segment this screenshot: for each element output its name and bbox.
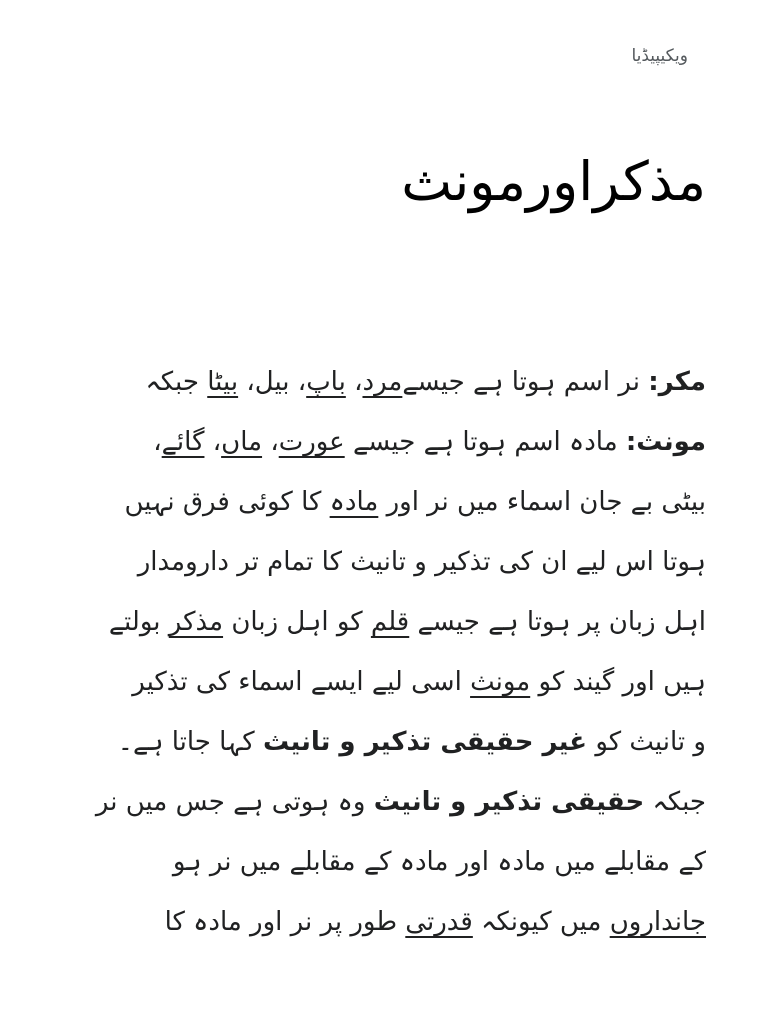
- term-feminine-label: مونث:: [625, 427, 706, 457]
- link-muannas[interactable]: مونث: [470, 667, 531, 697]
- link-jaandaar[interactable]: جانداروں: [609, 907, 706, 937]
- body-text: ،: [345, 367, 363, 397]
- body-text: کے مقابلے میں مادہ اور مادہ کے مقابلے میں نر ہو: [172, 847, 706, 877]
- link-beta[interactable]: بیٹا: [207, 367, 239, 397]
- link-maada[interactable]: مادہ: [329, 487, 379, 517]
- body-line-3: [56, 472, 706, 532]
- body-text: ہوتا اس لیے ان کی تذکیر و تانیث کا تمام تر دارومدار: [137, 547, 706, 577]
- body-text: کا کوئی فرق نہیں: [124, 487, 330, 517]
- site-logo-text[interactable]: ویکیپیڈیا: [631, 46, 688, 66]
- link-qudrati[interactable]: قدرتی: [405, 907, 473, 937]
- body-line-6: [56, 652, 706, 712]
- body-text: طور پر نر اور مادہ کا: [164, 907, 406, 937]
- body-line-8: [56, 772, 706, 832]
- body-text: میں کیونکہ: [472, 907, 610, 937]
- body-text: و تانیث کو: [587, 727, 706, 757]
- link-qalam[interactable]: قلم: [370, 607, 410, 637]
- link-baap[interactable]: باپ: [306, 367, 346, 397]
- body-text: کہا جاتا ہے۔: [117, 727, 263, 757]
- body-text: بیٹی بے جان اسماء میں نر اور: [378, 487, 706, 517]
- body-text: اسی لیے ایسے اسماء کی تذکیر: [132, 667, 471, 697]
- body-line-10: [56, 892, 706, 952]
- body-text: ،: [262, 427, 279, 457]
- term-masculine-label: مکر:: [648, 367, 706, 397]
- body-line-1: [56, 352, 706, 412]
- article-body: [56, 352, 706, 952]
- page-title: مذکراورمونث: [401, 150, 706, 213]
- body-line-2: [56, 412, 706, 472]
- body-text: ،: [204, 427, 222, 457]
- body-text: ہیں اور گیند کو: [530, 667, 706, 697]
- body-text: ،: [153, 427, 162, 457]
- body-text: کو اہل زبان: [223, 607, 371, 637]
- link-mard[interactable]: مرد: [362, 367, 403, 397]
- body-text: مادہ اسم ہوتا ہے جیسے: [344, 427, 626, 457]
- term-non-real-gender: غیر حقیقی تذکیر و تانیث: [262, 727, 588, 757]
- body-line-9: [56, 832, 706, 892]
- body-text: جبکہ: [644, 787, 706, 817]
- link-muzakkar[interactable]: مذکر: [168, 607, 224, 637]
- body-text: نر اسم ہوتا ہے جیسے: [402, 367, 649, 397]
- body-text: بولتے: [108, 607, 169, 637]
- link-gaaye[interactable]: گائے: [161, 427, 205, 457]
- body-text: ، بیل،: [238, 367, 307, 397]
- body-line-4: [56, 532, 706, 592]
- link-maan[interactable]: ماں: [221, 427, 263, 457]
- term-real-gender: حقیقی تذکیر و تانیث: [373, 787, 645, 817]
- body-text: وہ ہوتی ہے جس میں نر: [95, 787, 374, 817]
- body-line-5: [56, 592, 706, 652]
- link-aurat[interactable]: عورت: [278, 427, 345, 457]
- body-line-7: [56, 712, 706, 772]
- body-text: اہل زبان پر ہوتا ہے جیسے: [409, 607, 706, 637]
- body-text: جبکہ: [145, 367, 208, 397]
